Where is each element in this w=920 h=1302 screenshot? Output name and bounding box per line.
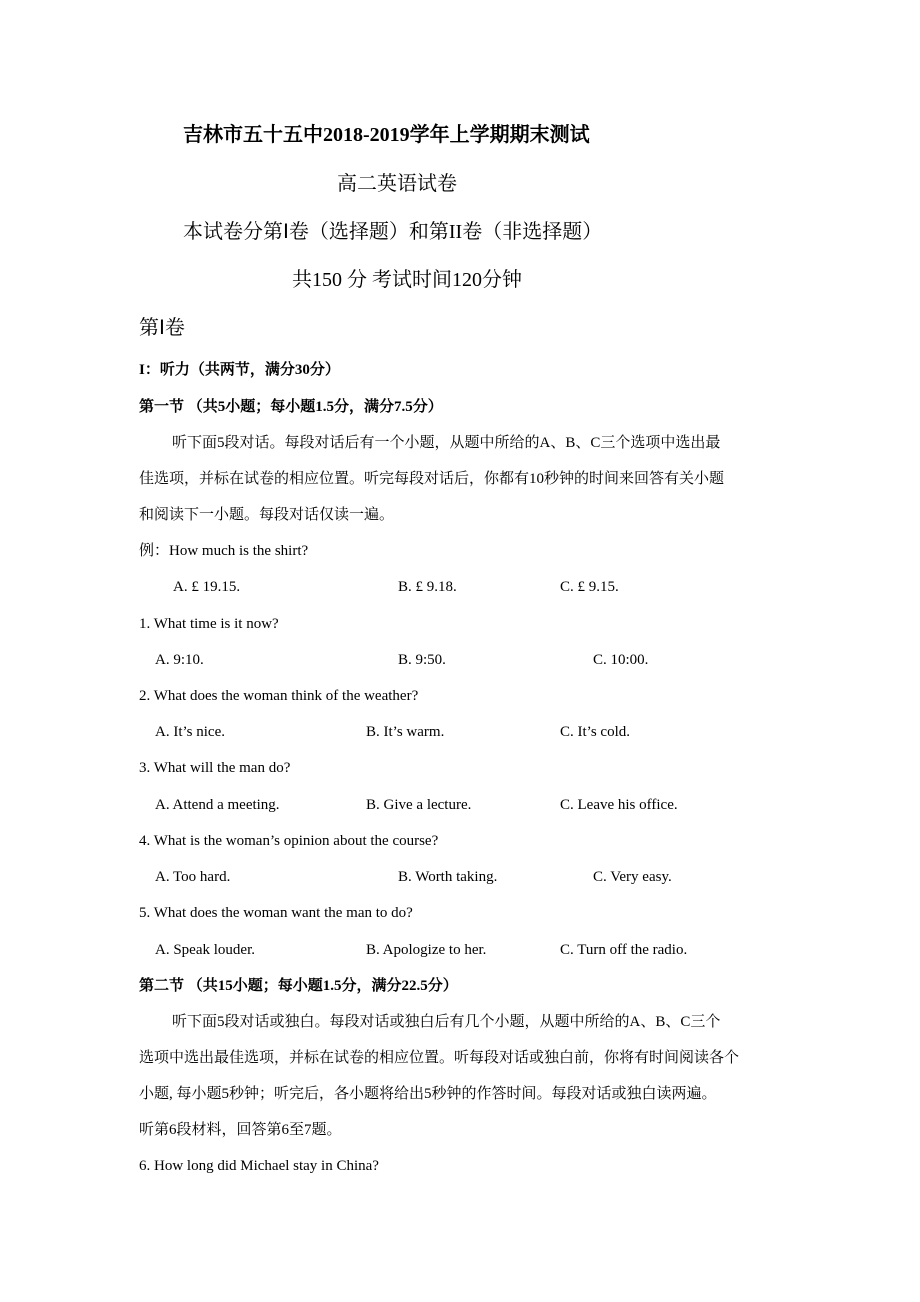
option-a: A. It’s nice.	[155, 724, 225, 740]
exam-structure: 本试卷分第Ⅰ卷（选择题）和第II卷（非选择题）	[183, 221, 603, 243]
sec1-title: 第一节 （共5小题；每小题1.5分，满分7.5分）	[139, 399, 443, 415]
option-a: A. £ 19.15.	[173, 579, 241, 595]
question-4: 4. What is the woman’s opinion about the course?	[139, 833, 439, 849]
option-c: C. Turn off the radio.	[560, 942, 688, 958]
option-a: A. Attend a meeting.	[155, 797, 280, 813]
option-a: A. Speak louder.	[155, 942, 255, 958]
option-a: A. 9:10.	[155, 652, 204, 668]
instruction-line: 听下面5段对话。每段对话后有一个小题，从题中所给的A、B、C三个选项中选出最	[172, 435, 721, 451]
question-5: 5. What does the woman want the man to do?	[139, 905, 413, 921]
part-heading: 第Ⅰ卷	[139, 317, 185, 339]
instruction-line: 和阅读下一小题。每段对话仅读一遍。	[139, 507, 395, 523]
question-2: 2. What does the woman think of the weather?	[139, 688, 419, 704]
sec2-title: 第二节 （共15小题；每小题1.5分，满分22.5分）	[139, 978, 458, 994]
option-b: B. 9:50.	[398, 652, 446, 668]
option-c: C. Leave his office.	[560, 797, 678, 813]
option-c: C. Very easy.	[593, 869, 672, 885]
exam-score-time: 共150 分 考试时间120分钟	[292, 269, 522, 291]
instruction-line: 听下面5段对话或独白。每段对话或独白后有几个小题，从题中所给的A、B、C三个	[172, 1014, 721, 1030]
option-b: B. It’s warm.	[366, 724, 445, 740]
exam-title: 吉林市五十五中2018-2019学年上学期期末测试	[183, 124, 590, 146]
option-b: B. Apologize to her.	[366, 942, 487, 958]
instruction-line: 听第6段材料，回答第6至7题。	[139, 1122, 342, 1138]
instruction-line: 选项中选出最佳选项，并标在试卷的相应位置。听每段对话或独白前，你将有时间阅读各个	[139, 1050, 740, 1066]
option-b: B. £ 9.18.	[398, 579, 457, 595]
exam-subtitle: 高二英语试卷	[337, 173, 457, 195]
option-c: C. It’s cold.	[560, 724, 630, 740]
example-question: 例：How much is the shirt?	[139, 543, 309, 559]
option-b: B. Give a lecture.	[366, 797, 472, 813]
option-c: C. £ 9.15.	[560, 579, 619, 595]
option-a: A. Too hard.	[155, 869, 231, 885]
option-c: C. 10:00.	[593, 652, 649, 668]
section-title: I：听力（共两节，满分30分）	[139, 362, 340, 378]
question-3: 3. What will the man do?	[139, 760, 291, 776]
option-b: B. Worth taking.	[398, 869, 498, 885]
instruction-line: 佳选项，并标在试卷的相应位置。听完每段对话后，你都有10秒钟的时间来回答有关小题	[139, 471, 725, 487]
instruction-line: 小题, 每小题5秒钟；听完后，各小题将给出5秒钟的作答时间。每段对话或独白读两遍。	[139, 1086, 717, 1102]
question-6: 6. How long did Michael stay in China?	[139, 1158, 379, 1174]
question-1: 1. What time is it now?	[139, 616, 279, 632]
